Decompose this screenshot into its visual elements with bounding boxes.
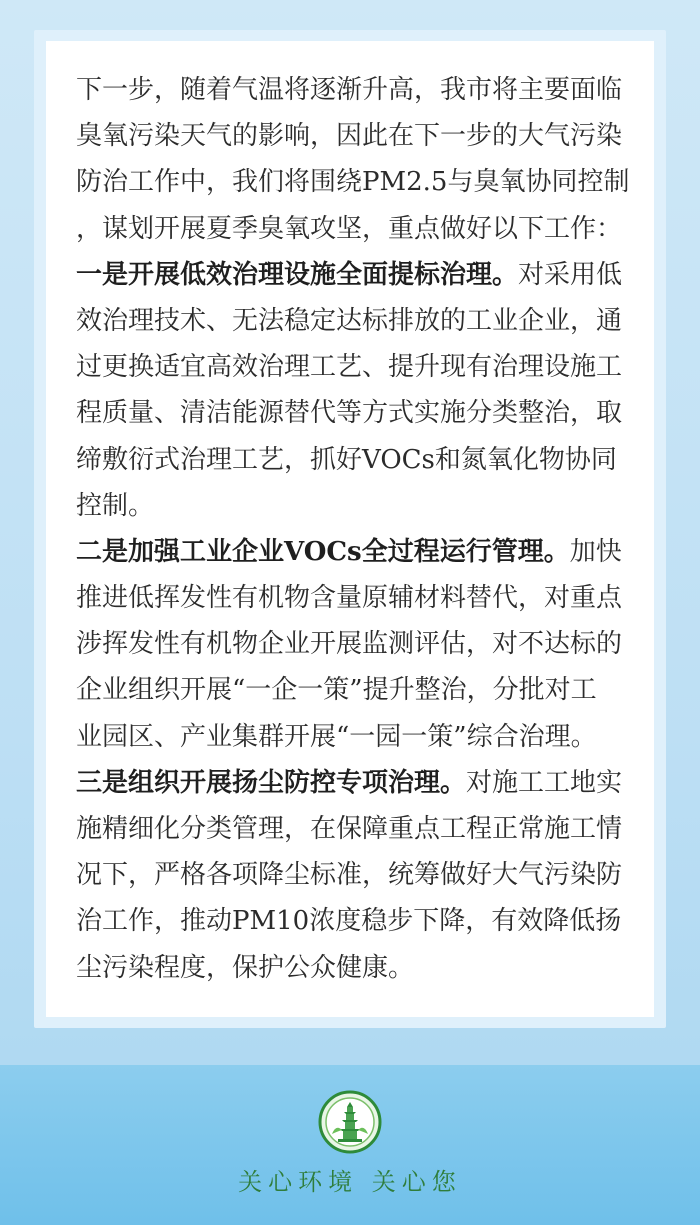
article-line-heading: 一是开展低效治理设施全面提标治理。 (76, 259, 519, 290)
article-line-text: 防治工作中，我们将围绕PM2.5与臭氧协同控制 (76, 167, 630, 198)
article-line (76, 483, 636, 529)
article-line (76, 806, 636, 852)
article-line-text: 过更换适宜高效治理工艺、提升现有治理设施工 (76, 352, 623, 383)
article-card (46, 41, 654, 1017)
article-line-text: 对施工工地实 (466, 767, 623, 798)
article-line-heading: 二是加强工业企业VOCs全过程运行管理。 (76, 536, 570, 567)
article-line-text: 施精细化分类管理，在保障重点工程正常施工情 (76, 814, 623, 844)
article-body (76, 67, 636, 991)
article-line (76, 529, 636, 575)
article-line (76, 437, 636, 483)
article-line (76, 159, 636, 205)
green-pagoda-emblem-icon (318, 1090, 382, 1154)
article-line-text: 臭氧污染天气的影响，因此在下一步的大气污染 (76, 121, 623, 152)
article-line (76, 852, 636, 898)
article-line-text: 缔敷衍式治理工艺，抓好VOCs和氮氧化物协同 (76, 444, 617, 475)
article-line (76, 621, 636, 667)
article-line (76, 575, 636, 621)
article-line-text: 治工作，推动PM10浓度稳步下降，有效降低扬 (76, 906, 622, 937)
article-line (76, 760, 636, 806)
article-line-text: 企业组织开展“一企一策”提升整治，分批对工 (76, 675, 597, 706)
footer-slogan: 关心环境 关心您 (238, 1168, 462, 1196)
article-line-text: 尘污染程度，保护公众健康。 (76, 952, 415, 983)
article-line (76, 714, 636, 760)
article-line (76, 390, 636, 436)
article-line (76, 667, 636, 713)
article-line (76, 206, 636, 252)
article-line (76, 67, 636, 113)
article-line (76, 252, 636, 298)
article-line (76, 298, 636, 344)
article-line-text: 况下，严格各项降尘标准，统筹做好大气污染防 (76, 860, 623, 891)
article-line-text: 效治理技术、无法稳定达标排放的工业企业，通 (76, 305, 623, 336)
article-line (76, 945, 636, 991)
article-line-text: ，谋划开展夏季臭氧攻坚，重点做好以下工作： (76, 213, 623, 244)
article-line (76, 113, 636, 159)
article-line-text: 涉挥发性有机物企业开展监测评估，对不达标的 (76, 629, 623, 660)
article-line-text: 加快 (569, 536, 622, 567)
article-line-text: 下一步，随着气温将逐渐升高，我市将主要面临 (76, 75, 623, 105)
article-line-text: 控制。 (76, 490, 155, 521)
article-line (76, 344, 636, 390)
article-line-text: 业园区、产业集群开展“一园一策”综合治理。 (76, 721, 597, 752)
article-line-text: 推进低挥发性有机物含量原辅材料替代，对重点 (76, 583, 623, 614)
article-line (76, 898, 636, 944)
article-line-text: 对采用低 (518, 259, 623, 290)
article-line-heading: 三是组织开展扬尘防控专项治理。 (76, 767, 467, 798)
article-line-text: 程质量、清洁能源替代等方式实施分类整治，取 (76, 398, 623, 429)
